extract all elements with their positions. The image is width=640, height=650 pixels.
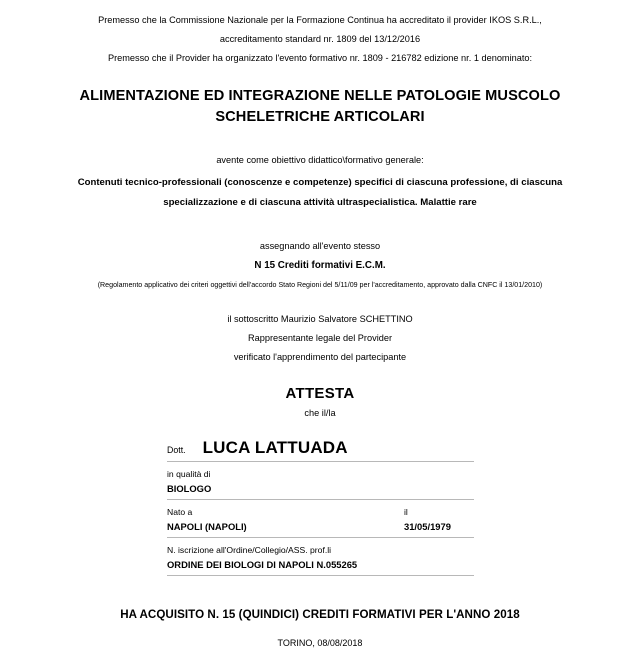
- birthdate-label: il: [404, 507, 408, 517]
- qualification-value: BIOLOGO: [167, 483, 212, 494]
- preamble-line-3: Premesso che il Provider ha organizzato l'evento formativo nr. 1809 - 216782 edizione nr. 1 denominato:: [107, 53, 533, 63]
- objective-body-line-1: Contenuti tecnico-professionali (conoscenze e competenze) specifici di ciascuna professione, di ciascuna: [77, 177, 563, 188]
- birthdate-column: [404, 505, 474, 534]
- birthplace-label: Nato a: [167, 507, 193, 517]
- objective-intro: avente come obiettivo didattico\formativo generale:: [216, 155, 424, 165]
- signatory-line-2: Rappresentante legale del Provider: [247, 333, 393, 343]
- attestation-heading: ATTESTA: [285, 385, 355, 402]
- attestation-subheading: che il/la: [304, 408, 336, 418]
- birthplace-value: NAPOLI (NAPOLI): [167, 521, 247, 532]
- signatory-block: [0, 310, 640, 367]
- participant-registration-field: [167, 538, 474, 576]
- credits-value: N 15 Crediti formativi E.C.M.: [254, 260, 386, 271]
- birthplace-column: [167, 505, 404, 534]
- participant-title-prefix: Dott.: [167, 445, 186, 455]
- signatory-line-1: il sottoscritto Maurizio Salvatore SCHETTINO: [227, 314, 413, 324]
- participant-birth-field: [167, 500, 474, 538]
- participant-qualification-field: [167, 462, 474, 500]
- participant-details: [167, 438, 474, 576]
- objective-body: [0, 173, 640, 213]
- birthdate-value: 31/05/1979: [404, 521, 451, 532]
- preamble-line-1: Premesso che la Commissione Nazionale per la Formazione Continua ha accreditato il provider IKOS S.R.L.,: [98, 15, 542, 25]
- qualification-label: in qualità di: [167, 469, 211, 479]
- course-title: [0, 86, 640, 128]
- preamble-line-2: accreditamento standard nr. 1809 del 13/12/2016: [219, 34, 421, 44]
- participant-name-field: [167, 438, 474, 462]
- signatory-line-3: verificato l'apprendimento del partecipante: [233, 352, 407, 362]
- course-title-line-1: ALIMENTAZIONE ED INTEGRAZIONE NELLE PATOLOGIE MUSCOLO: [79, 88, 561, 104]
- course-title-line-2: SCHELETRICHE ARTICOLARI: [215, 109, 425, 125]
- participant-full-name: LUCA LATTUADA: [202, 438, 348, 457]
- registration-label: N. iscrizione all'Ordine/Collegio/ASS. prof.li: [167, 545, 332, 555]
- credits-acquired-statement: HA ACQUISITO N. 15 (QUINDICI) CREDITI FORMATIVI PER L'ANNO 2018: [120, 608, 520, 621]
- preamble-block: [0, 0, 640, 68]
- regulation-note: (Regolamento applicativo dei criteri oggettivi dell'accordo Stato Regioni del 5/11/09 per l'accreditamento, approvato dalla CNFC il 13/01/2010): [97, 281, 543, 289]
- registration-value: ORDINE DEI BIOLOGI DI NAPOLI N.055265: [167, 559, 358, 570]
- credits-intro: assegnando all'evento stesso: [259, 241, 381, 251]
- place-and-date: TORINO, 08/08/2018: [277, 638, 363, 648]
- objective-body-line-2: specializzazione e di ciascuna attività ultraspecialistica. Malattie rare: [163, 197, 477, 208]
